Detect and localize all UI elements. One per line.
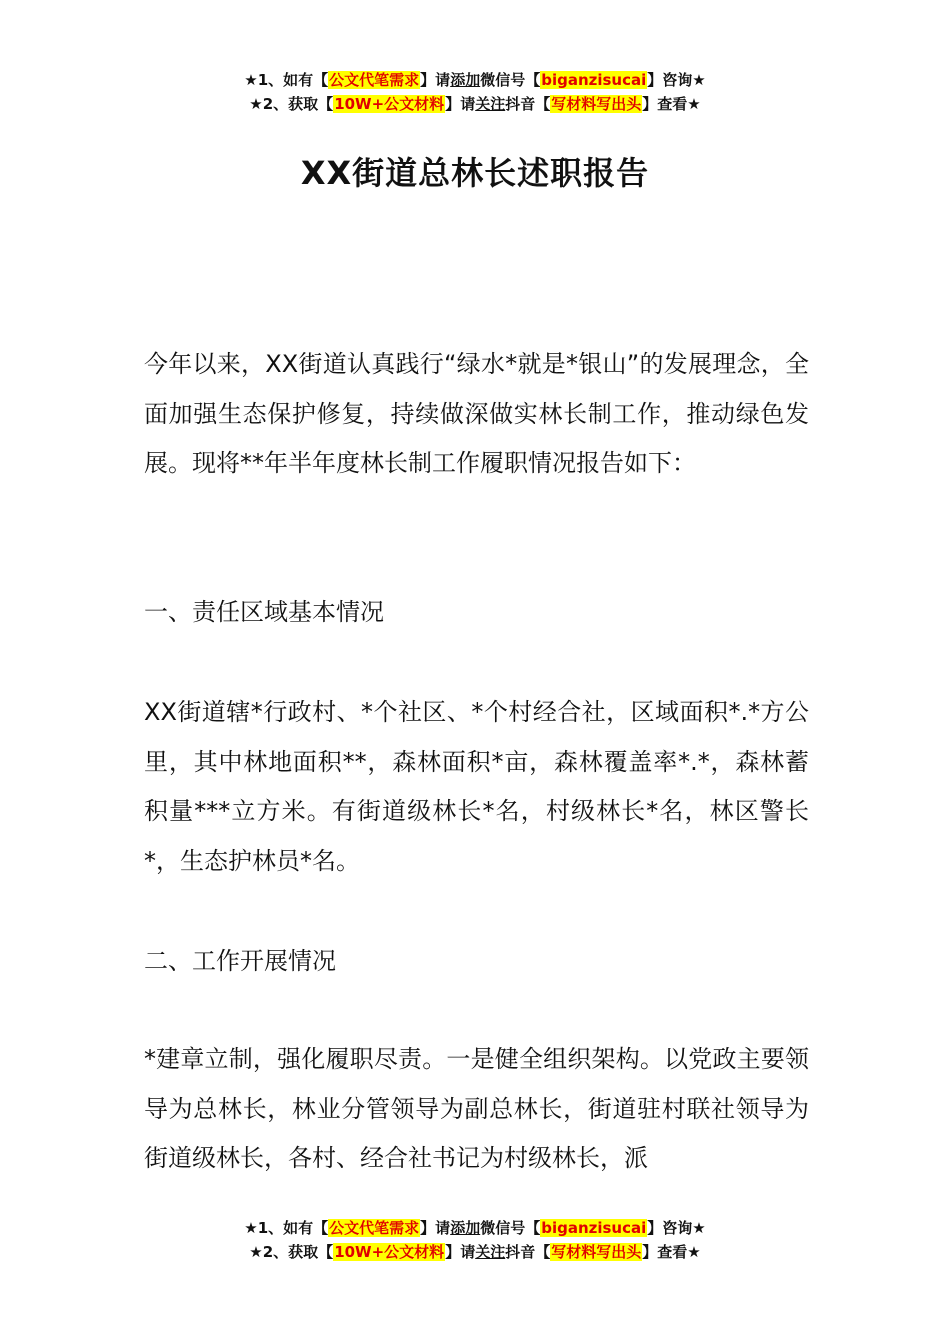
promo-highlight: 写材料写出头 (551, 1243, 642, 1261)
promo-highlight: biganzisucai (541, 1219, 647, 1237)
promo-text: ★1、如有【 (244, 71, 329, 89)
promo-text: 抖音【 (505, 95, 551, 113)
promo-line-1 (0, 1216, 950, 1240)
promo-text: ★2、获取【 (249, 1243, 334, 1261)
promo-text: 】请 (445, 1243, 476, 1261)
promo-text: 微信号【 (480, 71, 541, 89)
promo-text: 】查看★ (642, 1243, 701, 1261)
promo-text: 】请 (445, 95, 476, 113)
promo-text: 】查看★ (642, 95, 701, 113)
promo-highlight: 10W+公文材料 (334, 95, 445, 113)
paragraph-area-info: XX街道辖*行政村、*个社区、*个村经合社，区域面积*.*方公里，其中林地面积**，森林面积*亩，森林覆盖率*.*，森林蓄积量***立方米。有街道级林长*名，村级林长*名，林区警长*，生态护林员*名。 (144, 698, 809, 875)
promo-text: 】请 (420, 1219, 451, 1237)
promo-text: 微信号【 (480, 1219, 541, 1237)
section-heading-2: 二、工作开展情况 (144, 947, 336, 975)
promo-underline: 关注 (475, 95, 506, 113)
paragraph-intro: 今年以来，XX街道认真践行“绿水*就是*银山”的发展理念，全面加强生态保护修复，持续做深做实林长制工作，推动绿色发展。现将**年半年度林长制工作履职情况报告如下： (144, 350, 809, 477)
promo-underline: 关注 (475, 1243, 506, 1261)
promo-text: ★1、如有【 (244, 1219, 329, 1237)
promo-line-1 (0, 68, 950, 92)
promo-underline: 添加 (450, 1219, 481, 1237)
promo-text: ★2、获取【 (249, 95, 334, 113)
promo-highlight: 10W+公文材料 (334, 1243, 445, 1261)
promo-highlight: 写材料写出头 (551, 95, 642, 113)
promo-banner-top (0, 68, 950, 116)
promo-text: 】咨询★ (647, 1219, 706, 1237)
promo-line-2 (0, 92, 950, 116)
document-title: XX街道总林长述职报告 (300, 154, 650, 192)
promo-line-2 (0, 1240, 950, 1264)
promo-text: 】咨询★ (647, 71, 706, 89)
promo-text: 】请 (420, 71, 451, 89)
promo-banner-bottom (0, 1216, 950, 1264)
promo-underline: 添加 (450, 71, 481, 89)
paragraph-work: *建章立制，强化履职尽责。一是健全组织架构。以党政主要领导为总林长，林业分管领导为副总林长，街道驻村联社领导为街道级林长，各村、经合社书记为村级林长，派 (144, 1045, 809, 1172)
section-heading-1: 一、责任区域基本情况 (144, 598, 384, 626)
promo-text: 抖音【 (505, 1243, 551, 1261)
promo-highlight: biganzisucai (541, 71, 647, 89)
promo-highlight: 公文代笔需求 (329, 71, 420, 89)
promo-highlight: 公文代笔需求 (329, 1219, 420, 1237)
